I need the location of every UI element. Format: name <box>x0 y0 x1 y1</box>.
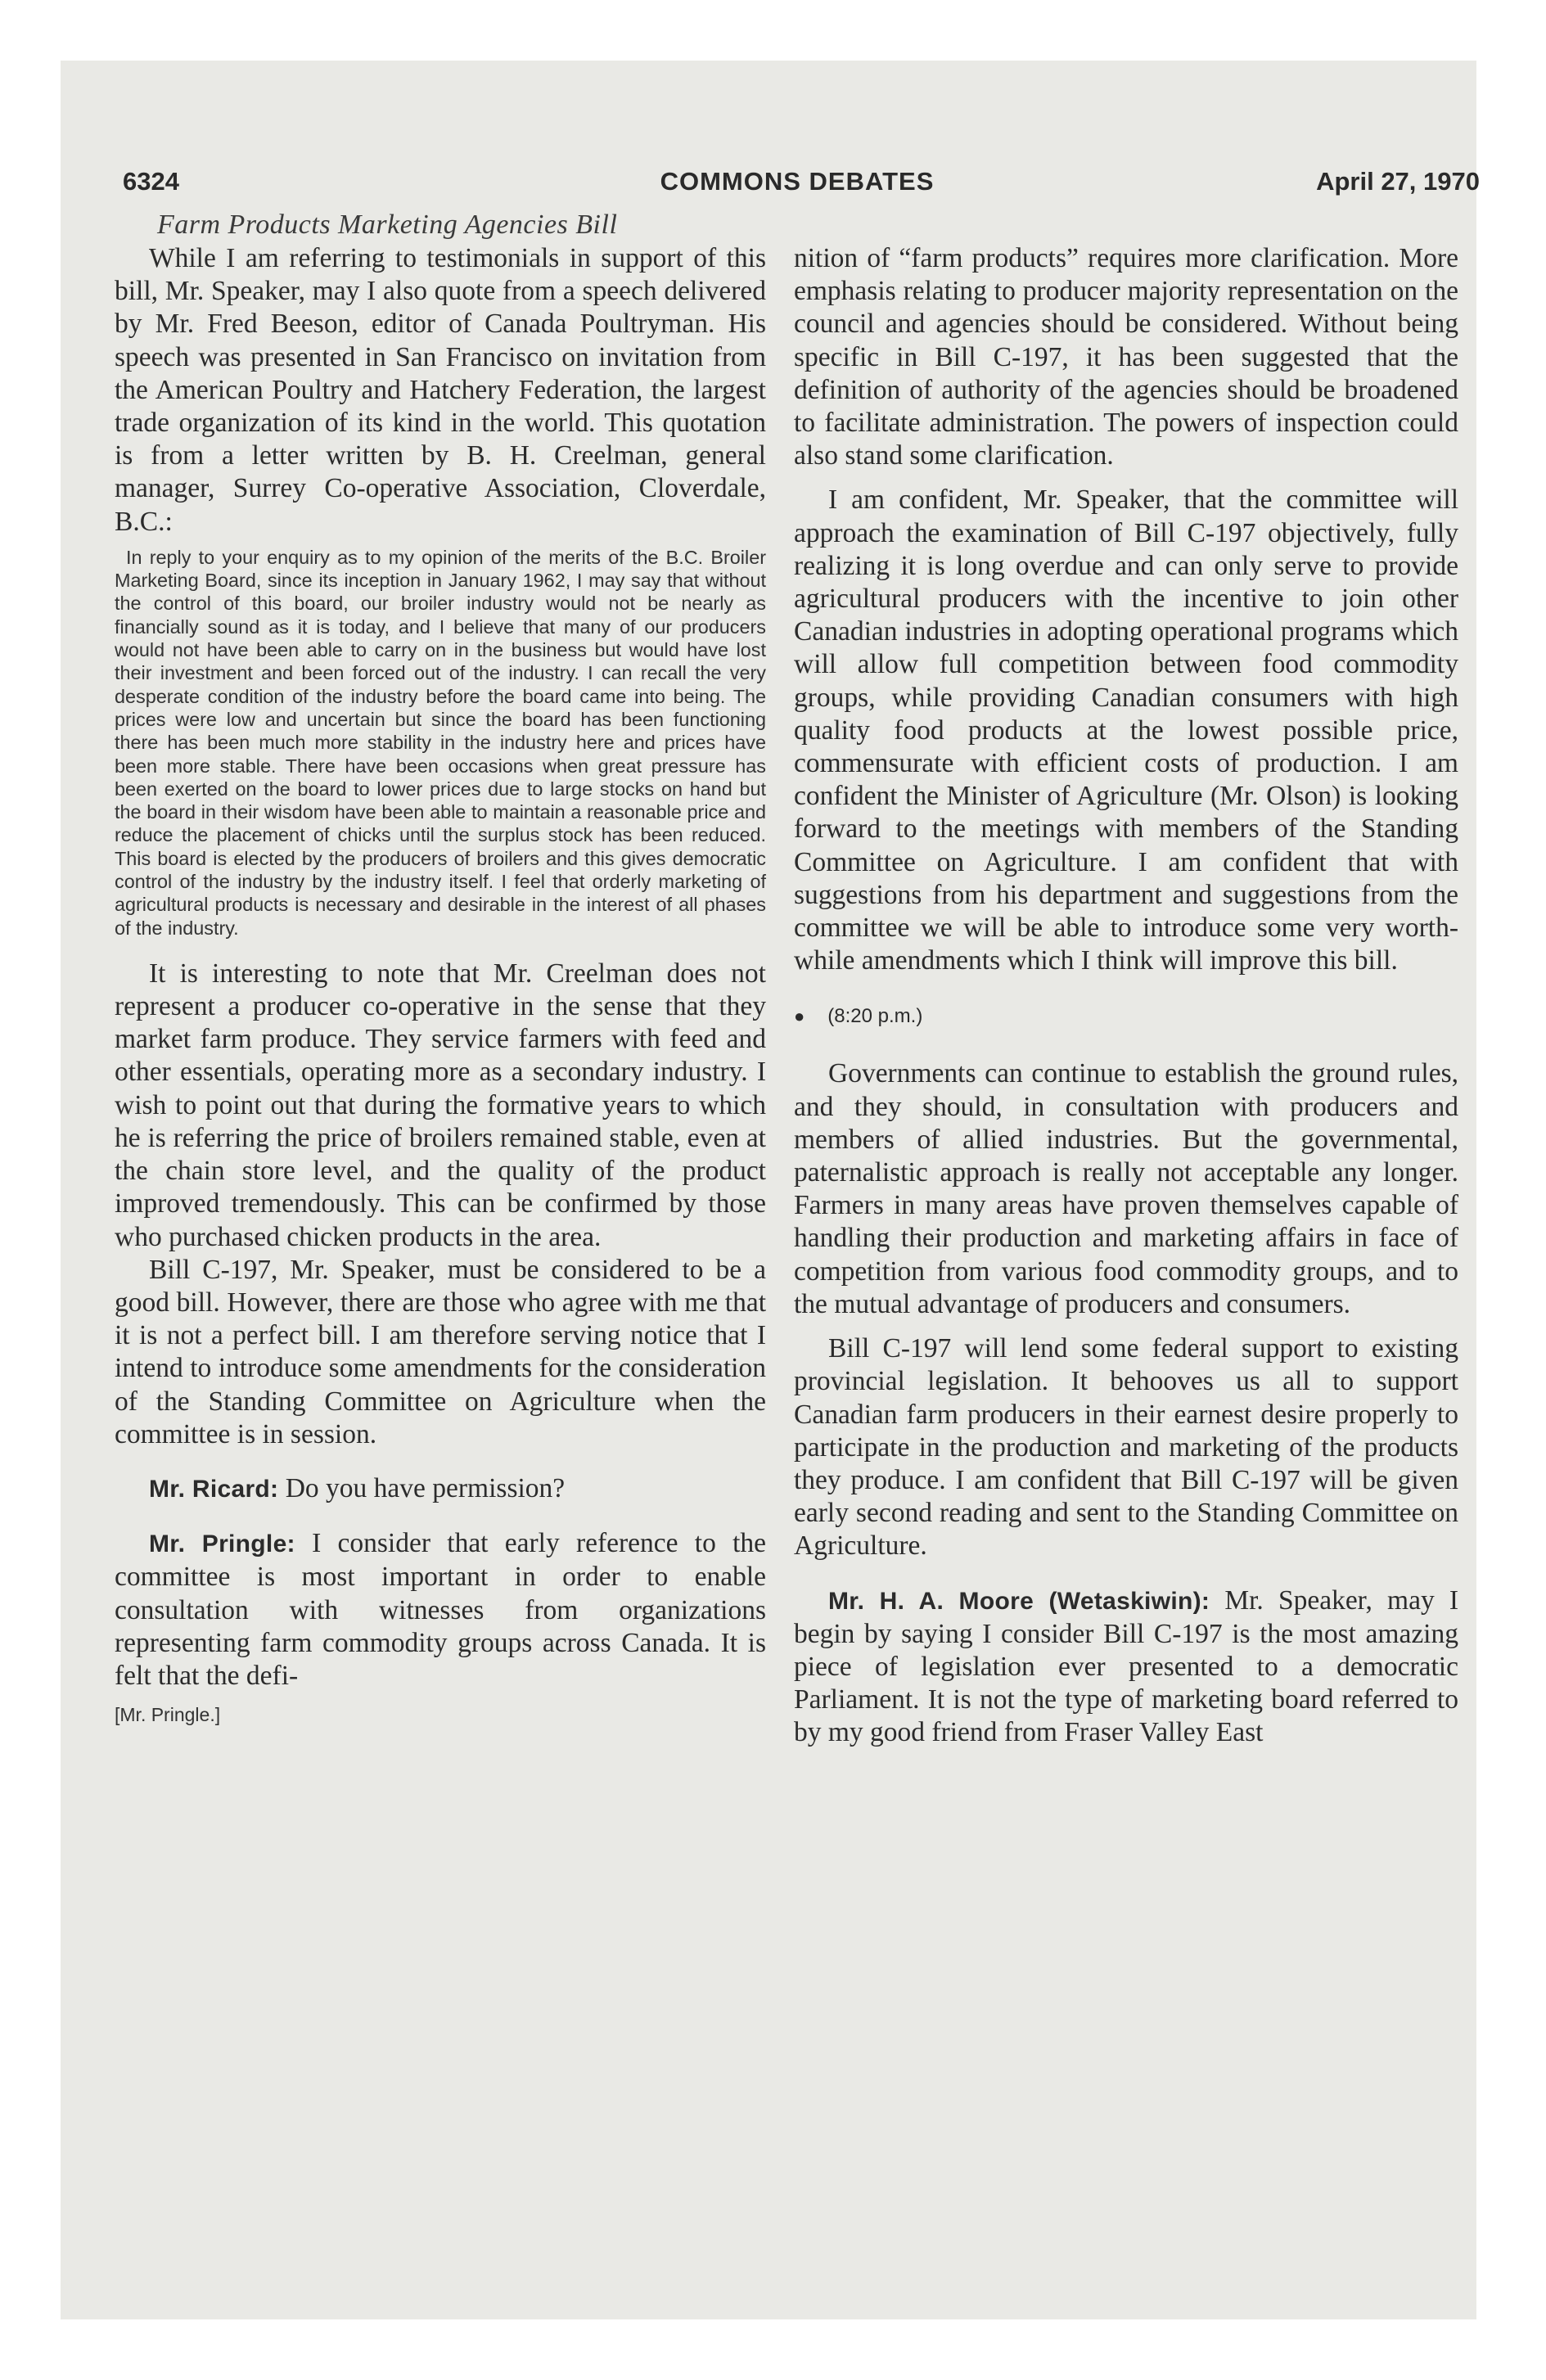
speech-moore <box>794 1584 1458 1750</box>
speaker-name: Mr. Ricard: <box>149 1475 279 1503</box>
paragraph: nition of “farm products” requires more clarification. More emphasis relating to producer majority representation on the council and agencies should be considered. Without being specific in Bill C-197, it has been suggested that the definition of authority of the agencies should be broadened to facilitate administration. The powers of inspection could also stand some clarification. <box>794 243 1458 471</box>
paragraph: Bill C-197 will lend some federal support to existing provincial legislation. It behooves us all to support Canadian farm producers in their earnest desire properly to participate in the production and marketing of the products they produce. I am confident that Bill C-197 will be given early second reading and sent to the Standing Committee on Agriculture. <box>794 1333 1458 1562</box>
quoted-letter: In reply to your enquiry as to my opinion of the merits of the B.C. Broiler Marketing Board, since its inception in January 1962, I may say that without the control of this board, our broiler industry would not be nearly as financially sound as it is today, and I believe that many of our producers would not have been able to carry on in the business but would have lost their investment and been forced out of the industry. I can recall the very desperate condition of the industry before the board came into being. The prices were low and uncertain but since the board has been functioning there has been much more stability in the industry here and prices have been more stable. There have been occasions when great pressure has been exerted on the board to lower prices due to large stocks on hand but the board in their wisdom have been able to maintain a reasonable price and reduce the placement of chicks until the surplus stock has been reduced. This board is elected by the producers of broilers and this gives democratic control of the industry by the industry itself. I feel that orderly marketing of agricultural products is necessary and desirable in the interest of all phases of the industry. <box>115 546 766 939</box>
bullet-icon: ● <box>794 1006 805 1027</box>
page-header <box>115 167 1480 210</box>
time-marker-text: (8:20 p.m.) <box>827 1005 923 1028</box>
section-subheading: Farm Products Marketing Agencies Bill <box>157 210 618 240</box>
speech-text: I consider that early reference to the committee is most important in order to enable consultation with witnesses from organizations representing farm commodity groups across Canada. It is felt that the defi- <box>115 1528 767 1691</box>
paragraph: Governments can continue to establish the ground rules, and they should, in consultation with producers and members of allied industries. But the governmental, paternalistic approach is really not acceptable any longer. Farmers in many areas have proven themselves capable of handling their production and marketing affairs in face of competition from various food commodity groups, and to the mutual advantage of producers and consumers. <box>794 1058 1458 1319</box>
footer-speaker-reference: [Mr. Pringle.] <box>115 1704 221 1726</box>
speaker-name: Mr. H. A. Moore (Wetaskiwin): <box>828 1587 1210 1615</box>
paragraph: I am confident, Mr. Speaker, that the committee will approach the examination of Bill C-197 objectively, fully realizing it is long overdue and can only serve to provide agricultural producers with the incentive to join other Canadian industries in adopting operational programs which will allow full competition between food commodity groups, while providing Canadian consumers with high quality food products at the lowest possible price, commensurate with efficient costs of production. I am confident the Minister of Agriculture (Mr. Olson) is looking forward to the meetings with members of the Standing Committee on Agriculture. I am confident that with suggestions from his department and suggestions from the committee we will be able to introduce some very worth-while amendments which I think will improve this bill. <box>794 485 1458 976</box>
paragraph: While I am referring to testimonials in support of this bill, Mr. Speaker, may I also quote from a speech delivered by Mr. Fred Beeson, editor of Canada Poultryman. His speech was presented in San Francisco on invitation from the American Poultry and Hatchery Federation, the largest trade organization of its kind in the world. This quotation is from a letter written by B. H. Creelman, general manager, Surrey Co-operative Association, Cloverdale, B.C.: <box>115 243 766 537</box>
paragraph: Bill C-197, Mr. Speaker, must be considered to be a good bill. However, there are those who agree with me that it is not a perfect bill. I am therefore serving notice that I intend to introduce some amendments for the consideration of the Standing Committee on Agriculture when the committee is in session. <box>115 1254 766 1449</box>
left-column <box>115 242 766 1726</box>
page-number: 6324 <box>123 167 179 196</box>
speaker-name: Mr. Pringle: <box>149 1530 295 1558</box>
speech-pringle <box>115 1527 766 1693</box>
speech-ricard <box>115 1472 766 1506</box>
paragraph: It is interesting to note that Mr. Creelman does not represent a producer co-operative in the sense that they market farm produce. They service farmers with feed and other essentials, operating more as a secondary industry. I wish to point out that during the formative years to which he is referring the price of broilers remained stable, even at the chain store level, and the quality of the product improved tremendously. This can be confirmed by those who purchased chicken products in the area. <box>115 958 766 1252</box>
right-column <box>794 242 1458 1750</box>
time-marker <box>794 1005 1458 1028</box>
speech-text: Do you have permission? <box>285 1472 566 1503</box>
header-date: April 27, 1970 <box>1316 167 1480 196</box>
speech-text: Mr. Speaker, may I begin by saying I consider Bill C-197 is the most amazing piece of legislation ever presented to a democratic Parliament. It is not the type of marketing board referred to by my good friend from Fraser Valley East <box>794 1584 1459 1748</box>
running-title: COMMONS DEBATES <box>660 167 935 196</box>
